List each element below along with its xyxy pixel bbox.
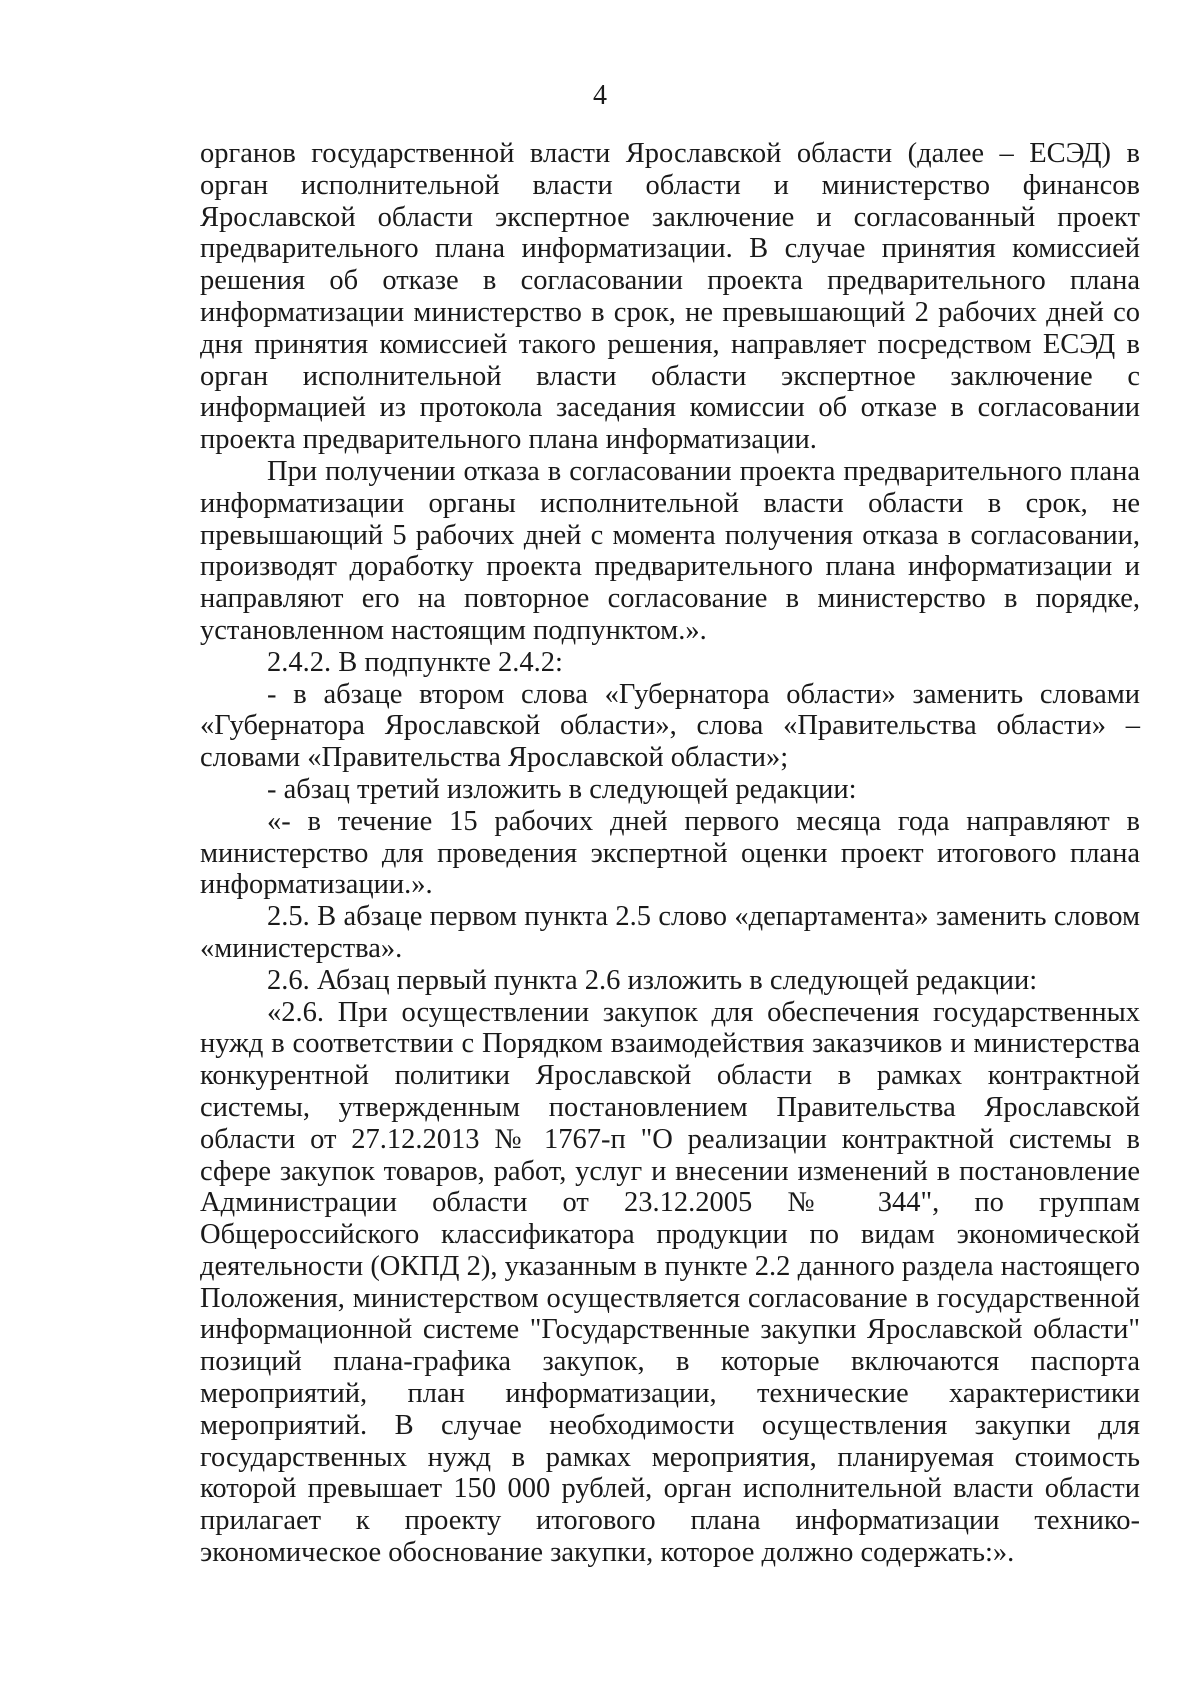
document-body (200, 138, 1140, 1569)
paragraph: 2.5. В абзаце первом пункта 2.5 слово «департамента» заменить словом «министерства». (200, 901, 1140, 964)
paragraph: 2.6. Абзац первый пункта 2.6 изложить в следующей редакции: (267, 964, 1038, 996)
paragraph: 2.4.2. В подпункте 2.4.2: (267, 646, 563, 678)
paragraph: «- в течение 15 рабочих дней первого месяца года направляют в министерство для проведения экспертной оценки проект итогового плана информатизации.». (200, 805, 1140, 901)
paragraph: органов государственной власти Ярославской области (далее – ЕСЭД) в орган исполнительной власти области и министерство финансов Ярославской области экспертное заключение и согласованный проект предварительного плана информатизации. В случае принятия комиссией решения об отказе в согласовании проекта предварительного плана информатизации министерство в срок, не превышающий 2 рабочих дней со дня принятия комиссией такого решения, направляет посредством ЕСЭД в орган исполнительной власти области экспертное заключение с информацией из протокола заседания комиссии об отказе в согласовании проекта предварительного плана информатизации. (200, 138, 1140, 456)
paragraph: При получении отказа в согласовании проекта предварительного плана информатизации органы исполнительной власти области в срок, не превышающий 5 рабочих дней с момента получения отказа в согласовании, производят доработку проекта предварительного плана информатизации и направляют его на повторное согласование в министерство в порядке, установленном настоящим подпунктом.». (200, 455, 1140, 646)
paragraph: «2.6. При осуществлении закупок для обеспечения государственных нужд в соответствии с Порядком взаимодействия заказчиков и министерства конкурентной политики Ярославской области в рамках контрактной системы, утвержденным постановлением Правительства Ярославской области от 27.12.2013 № 1767-п "О реализации контрактной системы в сфере закупок товаров, работ, услуг и внесении изменений в постановление Администрации области от 23.12.2005 № 344", по группам Общероссийского классификатора продукции по видам экономической деятельности (ОКПД 2), указанным в пункте 2.2 данного раздела настоящего Положения, министерством осуществляется согласование в государственной информационной системе "Государственные закупки Ярославской области" позиций плана-графика закупок, в которые включаются паспорта мероприятий, план информатизации, технические характеристики мероприятий. В случае необходимости осуществления закупки для государственных нужд в рамках мероприятия, планируемая стоимость которой превышает 150 000 рублей, орган исполнительной власти области прилагает к проекту итогового плана информатизации технико-экономическое обоснование закупки, которое должно содержать:». (200, 996, 1140, 1569)
paragraph: - в абзаце втором слова «Губернатора области» заменить словами «Губернатора Ярославской области», слова «Правительства области» – словами «Правительства Ярославской области»; (200, 678, 1140, 774)
paragraph: - абзац третий изложить в следующей редакции: (267, 773, 857, 805)
page-number: 4 (593, 80, 607, 111)
